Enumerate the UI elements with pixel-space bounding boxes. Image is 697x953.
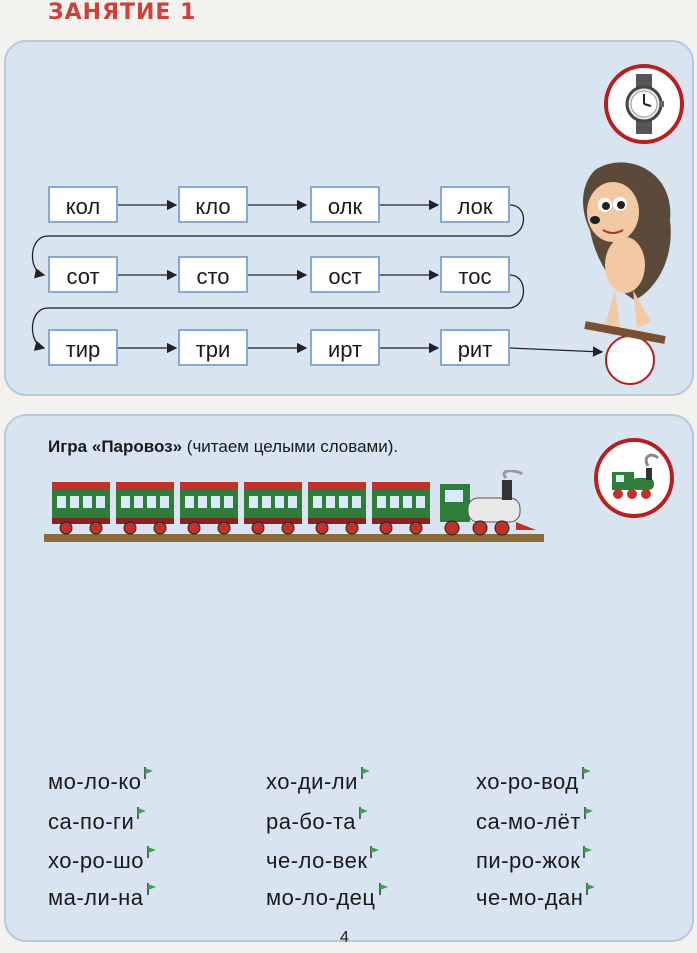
train-car — [52, 482, 110, 534]
word-item — [48, 883, 157, 911]
train-car — [180, 482, 238, 534]
flag-icon — [147, 883, 157, 895]
syllable-box: ост — [310, 256, 380, 293]
syllable-box: кло — [178, 186, 248, 223]
word-item — [48, 846, 157, 874]
word-text: ра-бо-та — [266, 809, 357, 834]
flag-icon — [361, 767, 371, 779]
train-car — [308, 482, 366, 534]
flag-icon — [379, 883, 389, 895]
syllable-box: тос — [440, 256, 510, 293]
word-item — [476, 883, 596, 911]
syllable-box: лок — [440, 186, 510, 223]
train-car — [372, 482, 430, 534]
syllable-box: три — [178, 329, 248, 366]
word-item — [476, 846, 593, 874]
word-text: хо-ро-вод — [476, 769, 579, 794]
word-text: пи-ро-жок — [476, 848, 581, 873]
word-text: са-по-ги — [48, 809, 135, 834]
syllable-box: рит — [440, 329, 510, 366]
flag-icon — [144, 767, 154, 779]
word-item — [476, 767, 592, 795]
lesson-title: ЗАНЯТИЕ 1 — [48, 0, 197, 25]
flag-icon — [586, 883, 596, 895]
word-item — [48, 807, 147, 835]
page-number: 4 — [340, 929, 349, 946]
flag-icon — [147, 846, 157, 858]
flag-icon — [359, 807, 369, 819]
train-car — [116, 482, 174, 534]
word-item — [266, 767, 371, 795]
word-text: мо-ло-ко — [48, 769, 142, 794]
word-item — [266, 807, 369, 835]
syllable-box: кол — [48, 186, 118, 223]
game-title-bold: Игра «Паровоз» — [48, 437, 183, 456]
train-badge — [594, 438, 674, 518]
word-item — [476, 807, 594, 835]
word-text: мо-ло-дец — [266, 885, 376, 910]
word-text: че-мо-дан — [476, 885, 584, 910]
flag-icon — [370, 846, 380, 858]
game-title-rest: (читаем целыми словами). — [182, 437, 399, 456]
word-item — [266, 883, 389, 911]
locomotive — [440, 471, 536, 535]
syllable-box: тир — [48, 329, 118, 366]
train-icon — [598, 442, 670, 514]
word-text: хо-ди-ли — [266, 769, 358, 794]
train-car — [244, 482, 302, 534]
syllable-box: сто — [178, 256, 248, 293]
word-item — [48, 767, 154, 795]
flag-icon — [583, 846, 593, 858]
flag-icon — [584, 807, 594, 819]
hedgehog-illustration — [565, 150, 685, 350]
word-text: хо-ро-шо — [48, 848, 144, 873]
flag-icon — [582, 767, 592, 779]
syllable-box: олк — [310, 186, 380, 223]
train-illustration — [44, 470, 544, 550]
word-item — [266, 846, 380, 874]
syllable-box: ирт — [310, 329, 380, 366]
word-text: че-ло-век — [266, 848, 368, 873]
flag-icon — [137, 807, 147, 819]
word-text: ма-ли-на — [48, 885, 144, 910]
word-text: са-мо-лёт — [476, 809, 581, 834]
game-title — [48, 437, 398, 457]
syllable-box: сот — [48, 256, 118, 293]
